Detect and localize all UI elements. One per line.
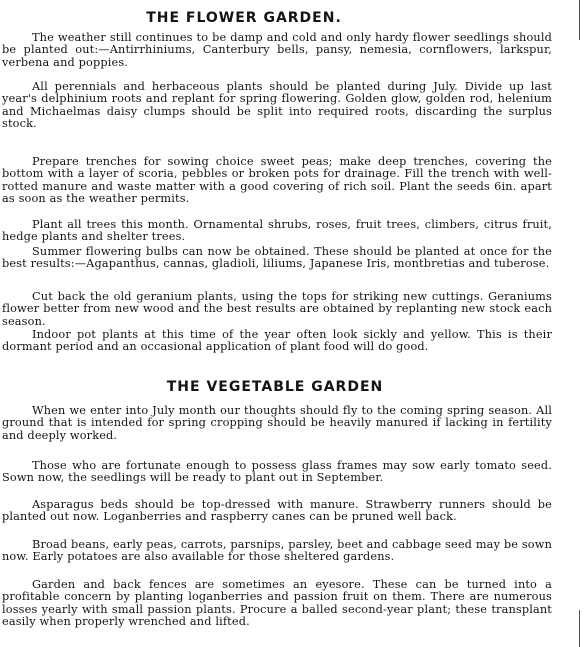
flower-paragraph-6: Cut back the old geranium plants, using the tops for striking new cuttings. Geraniums flower better from new wood and the best results are obtained by replanting new stock each season.: [2, 290, 552, 328]
flower-paragraph-7: Indoor pot plants at this time of the year often look sickly and yellow. This is their dormant period and an occasional application of plant food will do good.: [2, 328, 552, 354]
column-rule-bottom: [579, 610, 580, 647]
vegetable-paragraph-2: Those who are fortunate enough to possess glass frames may sow early tomato seed. Sown now, the seedlings will be ready to plant out in September.: [2, 459, 552, 485]
flower-paragraph-4: Plant all trees this month. Ornamental shrubs, roses, fruit trees, climbers, citrus fruit, hedge plants and shelter trees.: [2, 218, 552, 244]
flower-paragraph-1: The weather still continues to be damp and cold and only hardy flower seedlings should be planted out:—Antirrhiniums, Canterbury bells, pansy, nemesia, cornflowers, larkspur, verbena and poppies.: [2, 31, 552, 69]
column-rule-top: [579, 0, 580, 40]
flower-paragraph-3: Prepare trenches for sowing choice sweet peas; make deep trenches, covering the bottom with a layer of scoria, pebbles or broken pots for drainage. Fill the trench with well-rotted manure and waste matter with a good covering of rich soil. Plant the seeds 6in. apart as soon as the weather permits.: [2, 155, 552, 206]
flower-paragraph-2: All perennials and herbaceous plants should be planted during July. Divide up last year's delphinium roots and replant for spring flowering. Golden glow, golden rod, helenium and Michaelmas daisy clumps should be split into required roots, discarding the surplus stock.: [2, 80, 552, 131]
vegetable-paragraph-1: When we enter into July month our thoughts should fly to the coming spring season. All ground that is intended for spring cropping should be heavily manured if lacking in fertility and deeply worked.: [2, 404, 552, 442]
vegetable-paragraph-5: Garden and back fences are sometimes an eyesore. These can be turned into a profitable concern by planting loganberries and passion fruit on them. There are numerous losses yearly with small passion plants. Procure a balled second-year plant; these transplant easily when properly wrenched and lifted.: [2, 578, 552, 629]
flower-paragraph-5: Summer flowering bulbs can now be obtained. These should be planted at once for the best results:—Agapanthus, cannas, gladioli, liliums, Japanese Iris, montbretias and tuberose.: [2, 245, 552, 271]
vegetable-paragraph-3: Asparagus beds should be top-dressed with manure. Strawberry runners should be planted out now. Loganberries and raspberry canes can be pruned well back.: [2, 498, 552, 524]
vegetable-paragraph-4: Broad beans, early peas, carrots, parsnips, parsley, beet and cabbage seed may be sown now. Early potatoes are also available for those sheltered gardens.: [2, 538, 552, 564]
vegetable-garden-heading: THE VEGETABLE GARDEN: [166, 379, 384, 395]
flower-garden-heading: THE FLOWER GARDEN.: [146, 10, 342, 26]
